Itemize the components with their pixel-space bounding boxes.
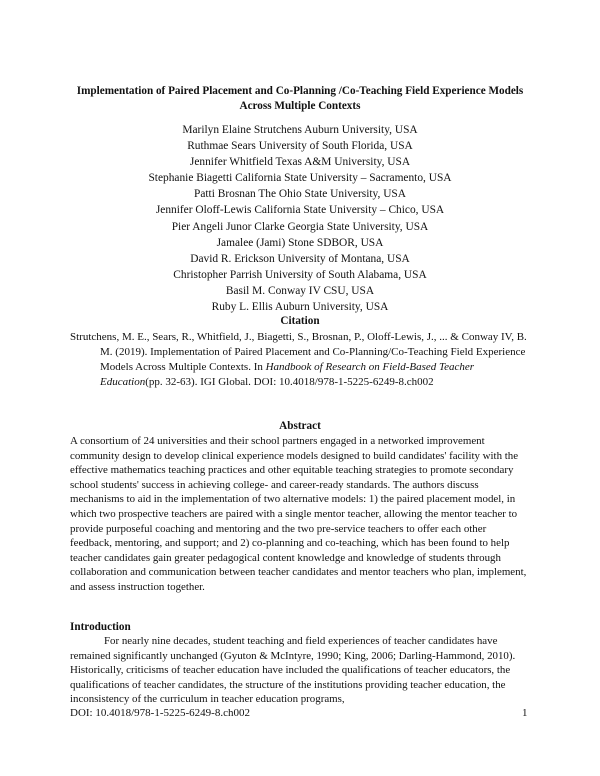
citation-text-before: Strutchens, M. E., Sears, R., Whitfield, J., Biagetti, S., Brosnan, P., Oloff-Lewis, J., ... & Conway IV, B. M. (2019). Implementation of Paired Placement and Co-Planning/Co-Teaching Field Experience Models Across Multiple Contexts. In (70, 331, 527, 373)
citation-book-title: Handbook of Research on Field-Based Teacher Education (100, 361, 475, 388)
author-line: Basil M. Conway IV CSU, USA (225, 284, 375, 297)
citation-text-after: (pp. 32-63). IGI Global. DOI: 10.4018/978-1-5225-6249-8.ch002 (145, 376, 434, 388)
author-line: Jennifer Oloff-Lewis California State University – Chico, USA (155, 204, 445, 217)
introduction-body: For nearly nine decades, student teaching and field experiences of teacher candidates have remained significantly unchanged (Gyuton & McIntyre, 1990; King, 2006; Darling-Hammond, 2010). Historically, criticisms of teacher education have included the qualifications of teacher educators, the qualifications of teacher candidates, the structure of the institutions providing teacher education, the inconsistency of the curriculum in teacher education programs, (70, 635, 516, 706)
author-line: Pier Angeli Junor Clarke Georgia State University, USA (171, 220, 429, 233)
paper-title: Implementation of Paired Placement and Co-Planning /Co-Teaching Field Experience Models Across Multiple Contexts (76, 85, 524, 112)
author-list (70, 122, 530, 315)
author-line: Jamalee (Jami) Stone SDBOR, USA (216, 236, 384, 249)
author-line: Jennifer Whitfield Texas A&M University, USA (189, 156, 411, 169)
introduction-heading: Introduction (70, 621, 131, 633)
page-number: 1 (522, 707, 528, 719)
abstract-heading: Abstract (279, 420, 321, 432)
footer-doi: DOI: 10.4018/978-1-5225-6249-8.ch002 (70, 706, 254, 720)
abstract-body: A consortium of 24 universities and their school partners engaged in a networked improvement community design to develop clinical experience models designed to build candidates' facility with the effective mathematics teaching practices and other equitable teaching strategies to promote secondary school students' success in achieving college- and career-ready standards. The authors discuss mechanisms to aid in the implementation of two alternative models: 1) the paired placement model, in which two prospective teachers are paired with a single mentor teacher, allowing the mentor teacher to provide purposeful coaching and mentoring and the two pre-service teachers to offer each other feedback, mentoring, and support; and 2) co-planning and co-teaching, which has been found to help teacher candidates gain greater pedagogical content knowledge and knowledge of students through collaboration and communication between teacher candidates and mentor teachers who plan, implement, and assess instruction together. (70, 435, 527, 593)
citation-text (70, 330, 530, 390)
author-line: Marilyn Elaine Strutchens Auburn University, USA (182, 124, 418, 136)
author-line: Christopher Parrish University of South Alabama, USA (173, 268, 427, 281)
author-line: Ruby L. Ellis Auburn University, USA (211, 301, 389, 314)
author-line: David R. Erickson University of Montana, USA (190, 252, 410, 265)
citation-heading: Citation (280, 315, 320, 327)
author-line: Patti Brosnan The Ohio State University, USA (194, 188, 406, 201)
author-line: Ruthmae Sears University of South Florida, USA (187, 140, 413, 153)
author-line: Stephanie Biagetti California State University – Sacramento, USA (148, 172, 452, 185)
